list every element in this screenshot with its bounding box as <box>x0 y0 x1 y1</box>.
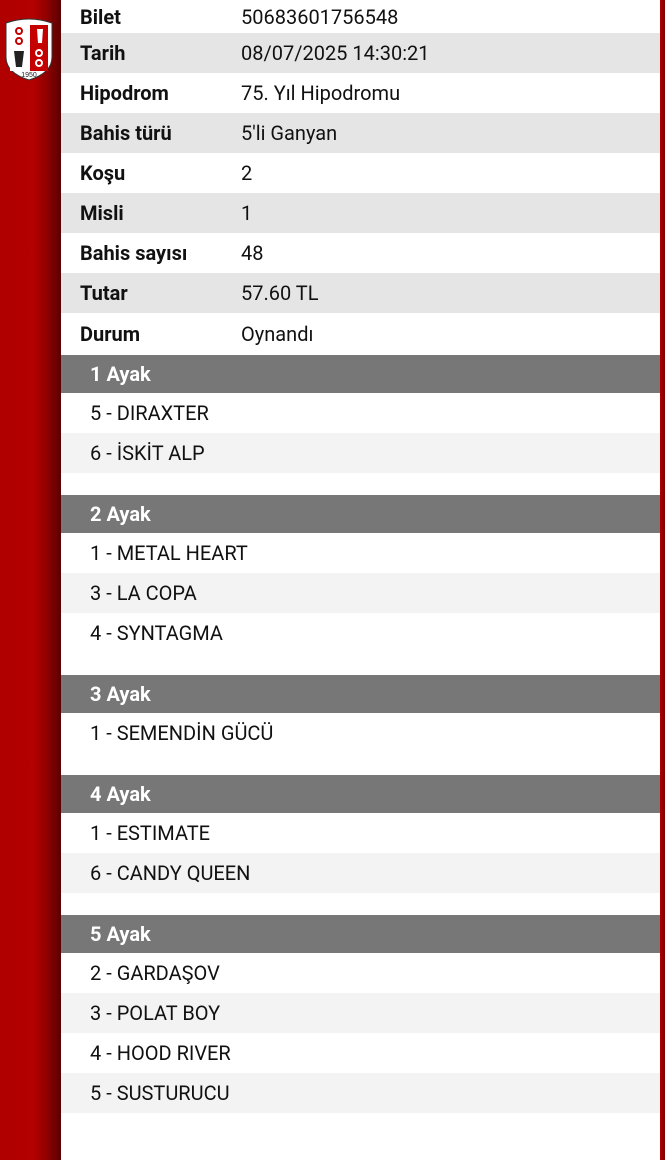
label-hipodrom: Hipodrom <box>80 81 169 105</box>
ticket-detail <box>61 0 660 1115</box>
row-tarih <box>61 33 660 73</box>
leg-header: 1 Ayak <box>61 355 660 393</box>
value-tutar: 57.60 TL <box>241 281 319 305</box>
label-misli: Misli <box>80 201 124 225</box>
leg-header: 5 Ayak <box>61 915 660 953</box>
value-kosu: 2 <box>241 161 253 185</box>
label-kosu: Koşu <box>80 161 126 185</box>
row-kosu <box>61 153 660 193</box>
leg-section <box>61 775 660 915</box>
horse-item: 3 - LA COPA <box>61 573 660 613</box>
leg-section <box>61 355 660 495</box>
horse-item: 2 - GARDAŞOV <box>90 961 220 985</box>
leg-section <box>61 915 660 1115</box>
sidebar <box>0 0 61 1160</box>
label-bilet: Bilet <box>80 4 121 29</box>
horse-item: 1 - SEMENDİN GÜCÜ <box>90 721 274 745</box>
horse-item: 3 - POLAT BOY <box>61 993 660 1033</box>
right-edge-strip <box>660 0 665 1160</box>
row-hipodrom <box>61 73 660 113</box>
label-bahis-sayisi: Bahis sayısı <box>80 241 188 265</box>
label-tutar: Tutar <box>80 281 128 305</box>
row-durum <box>61 313 660 355</box>
club-crest-icon[interactable] <box>4 17 54 81</box>
leg-section <box>61 675 660 775</box>
horse-item: 6 - CANDY QUEEN <box>61 853 660 893</box>
horse-item: 1 - ESTIMATE <box>90 821 211 845</box>
horse-item: 5 - SUSTURUCU <box>61 1073 660 1113</box>
row-bahis-sayisi <box>61 233 660 273</box>
label-durum: Durum <box>80 322 141 346</box>
row-tutar <box>61 273 660 313</box>
svg-text:1950: 1950 <box>21 72 37 79</box>
value-durum: Oynandı <box>241 322 314 346</box>
row-bilet <box>61 0 660 33</box>
horse-item: 4 - SYNTAGMA <box>90 621 223 645</box>
value-tarih: 08/07/2025 14:30:21 <box>241 41 430 65</box>
leg-header: 2 Ayak <box>61 495 660 533</box>
row-misli <box>61 193 660 233</box>
horse-item: 4 - HOOD RIVER <box>90 1041 231 1065</box>
leg-header: 4 Ayak <box>61 775 660 813</box>
horse-item: 5 - DIRAXTER <box>90 401 209 425</box>
value-bahis-turu: 5'li Ganyan <box>241 121 338 145</box>
leg-header: 3 Ayak <box>61 675 660 713</box>
value-hipodrom: 75. Yıl Hipodromu <box>241 81 401 105</box>
horse-item: 6 - İSKİT ALP <box>61 433 660 473</box>
row-bahis-turu <box>61 113 660 153</box>
horse-item: 1 - METAL HEART <box>90 541 248 565</box>
label-bahis-turu: Bahis türü <box>80 121 172 145</box>
ticket-info-table <box>61 0 660 355</box>
value-bahis-sayisi: 48 <box>241 241 264 265</box>
label-tarih: Tarih <box>80 41 126 65</box>
leg-section <box>61 495 660 675</box>
value-bilet: 50683601756548 <box>241 4 399 29</box>
value-misli: 1 <box>241 201 253 225</box>
